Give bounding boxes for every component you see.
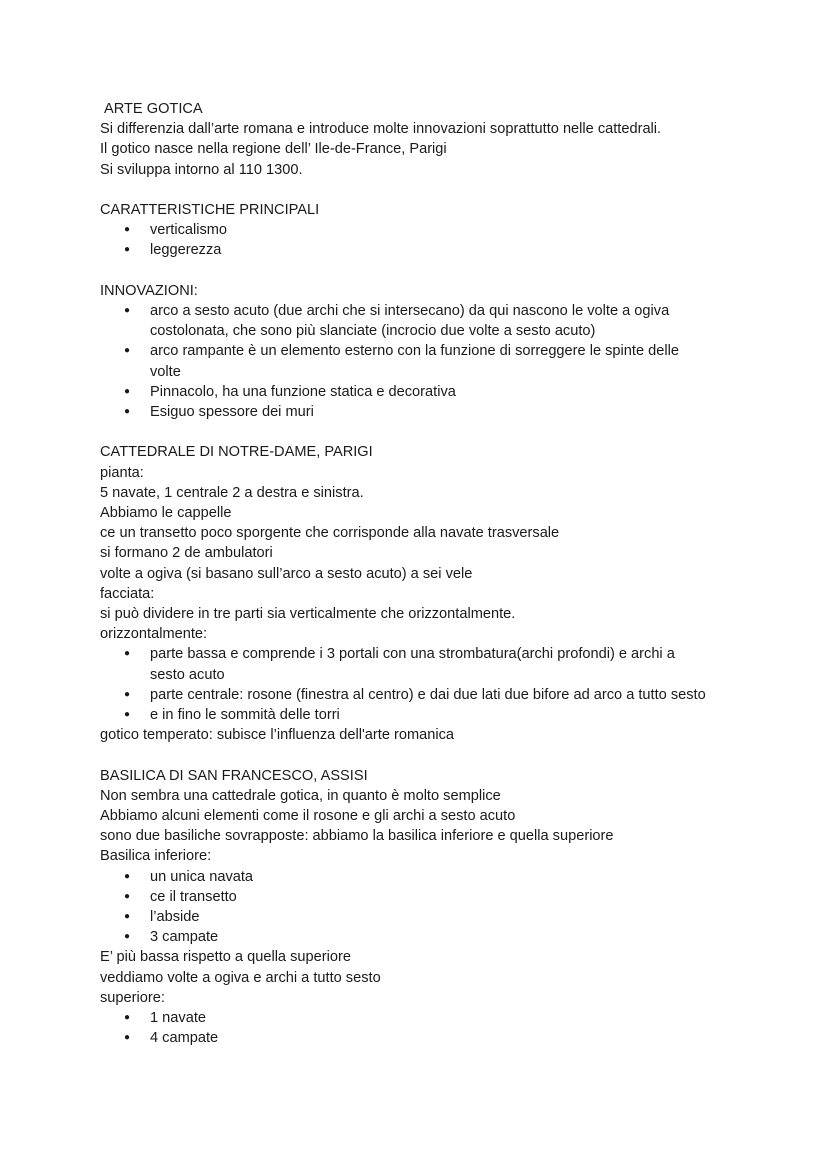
list-item: ● leggerezza — [100, 240, 740, 260]
list-item: ● verticalismo — [100, 220, 740, 240]
spacer — [100, 422, 740, 442]
document-title: ARTE GOTICA — [104, 101, 203, 117]
list-item: ● arco rampante è un elemento esterno con la funzione di sorreggere le spinte delle volte — [100, 341, 710, 381]
spacer — [100, 261, 740, 281]
section-heading-assisi: BASILICA DI SAN FRANCESCO, ASSISI — [100, 767, 368, 784]
text-line: sono due basiliche sovrapposte: abbiamo la basilica inferiore e quella superiore — [100, 828, 614, 845]
section-heading-notredame: CATTEDRALE DI NOTRE-DAME, PARIGI — [100, 444, 373, 461]
notredame-list — [100, 644, 740, 725]
spacer — [100, 745, 740, 765]
text-line: si formano 2 de ambulatori — [100, 545, 273, 562]
text-line: superiore: — [100, 989, 165, 1006]
text-line: Non sembra una cattedrale gotica, in quanto è molto semplice — [100, 787, 501, 804]
text-line: si può dividere in tre parti sia verticalmente che orizzontalmente. — [100, 606, 516, 623]
intro-line: Si differenzia dall’arte romana e introduce molte innovazioni soprattutto nelle cattedrali. — [100, 121, 662, 138]
list-item: ● 3 campate — [100, 927, 740, 947]
text-line: Abbiamo le cappelle — [100, 505, 232, 522]
text-line: veddiamo volte a ogiva e archi a tutto sesto — [100, 969, 381, 986]
list-item: ● Esiguo spessore dei muri — [100, 402, 710, 422]
list-item: ● ce il transetto — [100, 887, 740, 907]
superiore-list — [100, 1008, 740, 1048]
caratteristiche-list — [100, 220, 740, 260]
list-item: ● parte centrale: rosone (finestra al centro) e dai due lati due bifore ad arco a tutto sesto — [100, 685, 710, 705]
intro-line: Il gotico nasce nella regione dell’ Ile-de-France, Parigi — [100, 141, 447, 158]
text-line: Basilica inferiore: — [100, 848, 212, 865]
text-line: volte a ogiva (si basano sull’arco a sesto acuto) a sei vele — [100, 565, 473, 582]
list-item: ● e in fino le sommità delle torri — [100, 705, 710, 725]
list-item: ● Pinnacolo, ha una funzione statica e decorativa — [100, 382, 710, 402]
text-line: gotico temperato: subisce l’influenza dell'arte romanica — [100, 727, 455, 744]
text-line: facciata: — [100, 585, 155, 602]
list-item: ● parte bassa e comprende i 3 portali con una strombatura(archi profondi) e archi a sesto acuto — [100, 644, 710, 684]
list-item: ● 1 navate — [100, 1008, 740, 1028]
spacer — [100, 180, 740, 200]
intro-line: Si sviluppa intorno al 110 1300. — [100, 161, 303, 178]
document-body — [100, 99, 740, 1048]
list-item: ● l’abside — [100, 907, 740, 927]
inferiore-list — [100, 867, 740, 948]
text-line: 5 navate, 1 centrale 2 a destra e sinistra. — [100, 484, 364, 501]
list-item: ● un unica navata — [100, 867, 740, 887]
text-line: Abbiamo alcuni elementi come il rosone e gli archi a sesto acuto — [100, 808, 516, 825]
innovazioni-list — [100, 301, 740, 422]
section-heading-caratteristiche: CARATTERISTICHE PRINCIPALI — [100, 202, 320, 218]
text-line: E’ più bassa rispetto a quella superiore — [100, 949, 351, 966]
list-item: ● arco a sesto acuto (due archi che si intersecano) da qui nascono le volte a ogiva costolonata, che sono più slanciate (incrocio due volte a sesto acuto) — [100, 301, 710, 341]
text-line: ce un transetto poco sporgente che corrisponde alla navate trasversale — [100, 525, 560, 542]
list-item: ● 4 campate — [100, 1028, 740, 1048]
section-heading-innovazioni: INNOVAZIONI: — [100, 282, 198, 299]
text-line: orizzontalmente: — [100, 626, 208, 643]
text-line: pianta: — [100, 464, 144, 481]
